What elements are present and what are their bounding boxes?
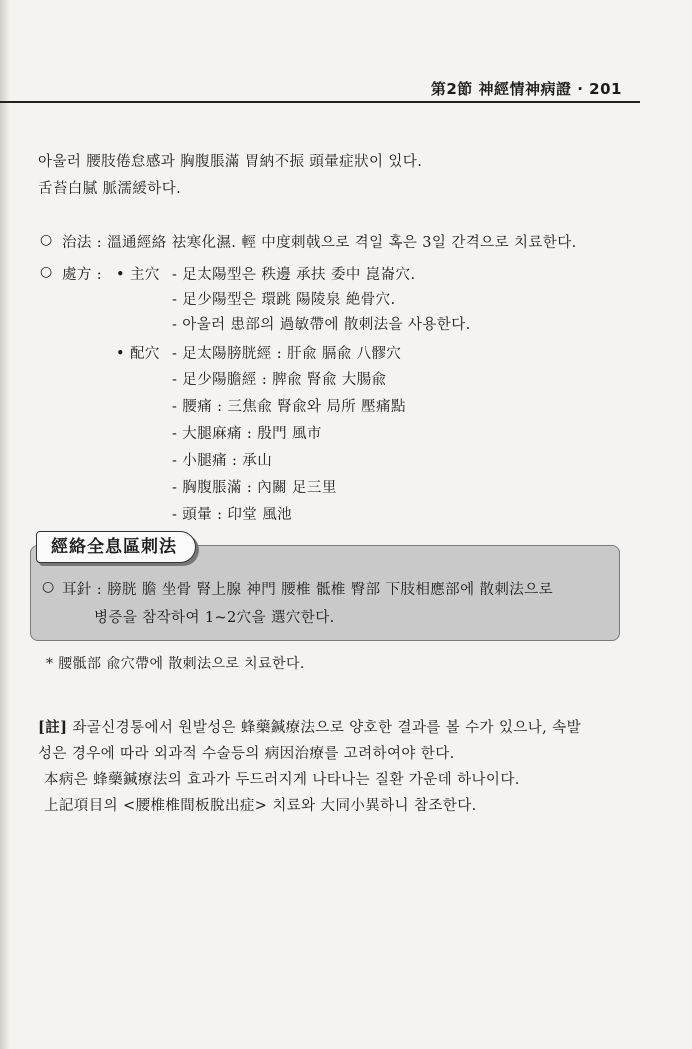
- holographic-line-2: 병증을 참작하여 1~2穴을 選穴한다.: [94, 610, 335, 626]
- main-points-label: • 主穴: [116, 267, 160, 283]
- note-line-1-text: 좌골신경통에서 원발성은 蜂藥鍼療法으로 양호한 결과를 볼 수가 있으나, 속발: [67, 720, 581, 736]
- sub-item-1: - 足太陽膀胱經 : 肝兪 膈兪 八髎穴: [172, 346, 402, 362]
- sub-item-6: - 胸腹脹滿 : 內關 足三里: [172, 480, 337, 496]
- intro-line-1: 아울러 腰肢倦怠感과 胸腹脹滿 胃納不振 頭暈症狀이 있다.: [38, 154, 423, 170]
- holographic-bullet: ○: [42, 579, 55, 595]
- page-edge-shadow: [0, 0, 10, 1049]
- holographic-line-1: 耳針 : 膀胱 膽 坐骨 腎上腺 神門 腰椎 骶椎 臀部 下肢相應部에 散刺法으로: [62, 582, 554, 598]
- holographic-box-title: 經絡全息區刺法: [36, 531, 196, 563]
- footnote: * 腰骶部 兪穴帶에 散刺法으로 치료한다.: [46, 656, 305, 672]
- prescription-label: 處方 :: [62, 267, 103, 283]
- note-mark: [註]: [38, 719, 68, 736]
- prescription-bullet: ○: [40, 264, 53, 280]
- running-header: 第2節 神經情神病證 · 201: [430, 80, 622, 98]
- sub-item-5: - 小腿痛 : 承山: [172, 453, 273, 469]
- main-item-3: - 아울러 患部의 過敏帶에 散刺法을 사용한다.: [172, 317, 471, 333]
- note-line-3: 本病은 蜂藥鍼療法의 효과가 두드러지게 나타나는 질환 가운데 하나이다.: [44, 772, 520, 788]
- sub-item-4: - 大腿麻痛 : 殷門 風市: [172, 426, 322, 442]
- sub-points-label: • 配穴: [116, 346, 160, 362]
- sub-item-3: - 腰痛 : 三焦兪 腎兪와 局所 壓痛點: [172, 399, 406, 415]
- note-line-1: [38, 716, 581, 737]
- note-line-4: 上記項目의 <腰椎椎間板脫出症> 치료와 大同小異하니 참조한다.: [44, 798, 477, 814]
- sub-item-7: - 頭暈 : 印堂 風池: [172, 507, 293, 523]
- header-rule: [0, 101, 640, 103]
- sub-item-2: - 足少陽膽經 : 脾兪 腎兪 大腸兪: [172, 372, 387, 388]
- intro-line-2: 舌苔白膩 脈濡緩하다.: [38, 181, 182, 197]
- main-item-1: - 足太陽型은 秩邊 承扶 委中 崑崙穴.: [172, 267, 416, 283]
- treatment-bullet: ○: [40, 232, 53, 248]
- main-item-2: - 足少陽型은 環跳 陽陵泉 絶骨穴.: [172, 292, 396, 308]
- treatment-line: 治法 : 溫通經絡 祛寒化濕. 輕 中度刺戟으로 격일 혹은 3일 간격으로 치료한다.: [62, 235, 577, 251]
- note-line-2: 성은 경우에 따라 외과적 수술등의 病因治療를 고려하여야 한다.: [38, 746, 455, 762]
